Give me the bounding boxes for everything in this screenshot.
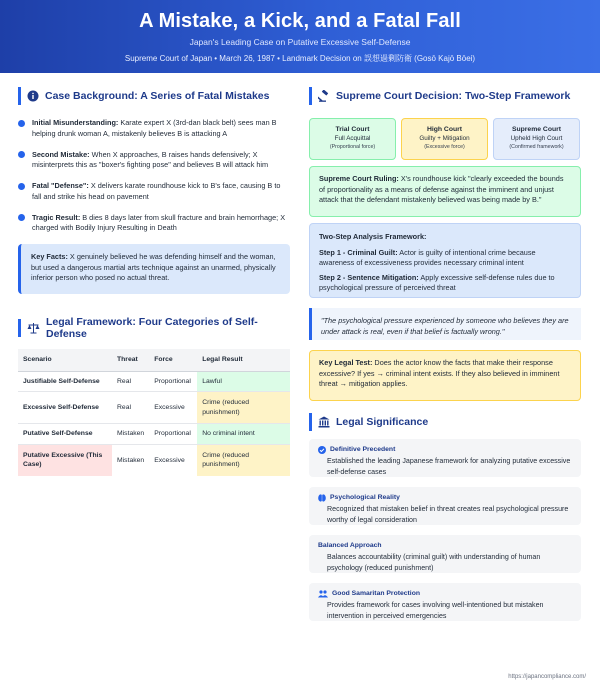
list-item: Second Mistake: When X approaches, B raises hands defensively; X misinterprets this as "boxer's fighting pose" and believes B will attack him <box>18 150 290 171</box>
col-header: Scenario <box>18 349 112 371</box>
background-section-title: Case Background: A Series of Fatal Mistakes <box>18 87 290 105</box>
table-row: Putative Self-Defense Mistaken Proportional No criminal intent <box>18 424 290 445</box>
right-column <box>309 87 581 621</box>
table-row: Excessive Self-Defense Real Excessive Crime (reduced punishment) <box>18 392 290 424</box>
footer-url[interactable]: https://japancompliance.com/ <box>508 674 586 680</box>
framework-section-title: Legal Framework: Four Categories of Self-Defense <box>18 319 290 337</box>
col-header: Legal Result <box>197 349 290 371</box>
significance-card: Psychological Reality Recognized that mistaken belief in threat creates real psychological pressure worthy of legal consideration <box>309 487 581 525</box>
key-test-box: Key Legal Test: Does the actor know the facts that make their response excessive? If yes → criminal intent exists. If they also believed in imminent threat → mitigation applies. <box>309 350 581 401</box>
left-column <box>18 87 290 476</box>
court-steps <box>309 118 581 160</box>
key-facts-box: Key Facts: X genuinely believed he was defending himself and the woman, but used a dangerous martial arts technique against an unarmed, physically inferior person who posed no actual threat. <box>18 244 290 294</box>
list-item: Tragic Result: B dies 8 days later from skull fracture and brain hemorrhage; X charged with Bodily Injury Resulting in Death <box>18 213 290 234</box>
step-supreme-court: Supreme Court Upheld High Court (Confirmed framework) <box>493 118 580 160</box>
self-defense-table <box>18 349 290 476</box>
list-item: Initial Misunderstanding: Karate expert X (3rd-dan black belt) sees man B helping drunk woman A, mistakenly believes B is attacking A <box>18 118 290 139</box>
significance-card: Balanced Approach Balances accountability (criminal guilt) with understanding of human psychology (reduced punishment) <box>309 535 581 573</box>
decision-section-title: Supreme Court Decision: Two-Step Framework <box>309 87 581 105</box>
bullet-dot-icon <box>18 183 25 190</box>
col-header: Threat <box>112 349 149 371</box>
step-trial-court: Trial Court Full Acquittal (Proportional force) <box>309 118 396 160</box>
users-icon <box>318 590 328 598</box>
check-circle-icon <box>318 446 326 454</box>
info-circle-icon <box>27 90 39 102</box>
brain-icon <box>318 494 326 502</box>
ruling-box: Supreme Court Ruling: X's roundhouse kick "clearly exceeded the bounds of proportionality as a means of defense against the imminent and unjust attack that the defendant mistakenly believed was being made by B." <box>309 166 581 217</box>
analysis-box: Two-Step Analysis Framework: Step 1 - Criminal Guilt: Actor is guilty of intentional crime because awareness of excessiveness provides necessary criminal intent Step 2 - Sentence Mitigation: Apply excessive self-defense rules due to psychological pressure of perceived threat <box>309 223 581 298</box>
table-header-row <box>18 349 290 371</box>
landmark-icon <box>318 416 330 428</box>
quote-box: "The psychological pressure experienced by someone who believes they are under attack is real, even if that belief is factually wrong." <box>309 308 581 340</box>
scale-icon <box>27 322 40 334</box>
page-header <box>0 0 600 73</box>
page-subtitle: Japan's Leading Case on Putative Excessive Self-Defense <box>189 37 411 47</box>
significance-card: Good Samaritan Protection Provides framework for cases involving well-intentioned but mistaken intervention in perceived emergencies <box>309 583 581 621</box>
page-meta: Supreme Court of Japan • March 26, 1987 • Landmark Decision on 誤想過剰防衛 (Gosō Kajō Bōei) <box>124 54 476 63</box>
bullet-dot-icon <box>18 120 25 127</box>
background-list <box>18 118 290 234</box>
page-title: A Mistake, a Kick, and a Fatal Fall <box>139 10 461 32</box>
bullet-dot-icon <box>18 151 25 158</box>
list-item: Fatal "Defense": X delivers karate roundhouse kick to B's face, causing B to fall and strike his head on pavement <box>18 181 290 202</box>
significance-section-title: Legal Significance <box>309 413 581 431</box>
step-high-court: High Court Guilty + Mitigation (Excessive force) <box>401 118 488 160</box>
bullet-dot-icon <box>18 214 25 221</box>
gavel-icon <box>318 90 330 102</box>
table-row: Justifiable Self-Defense Real Proportional Lawful <box>18 371 290 392</box>
table-row-highlight: Putative Excessive (This Case) Mistaken Excessive Crime (reduced punishment) <box>18 444 290 476</box>
col-header: Force <box>149 349 197 371</box>
significance-card: Definitive Precedent Established the leading Japanese framework for analyzing putative excessive self-defense cases <box>309 439 581 477</box>
